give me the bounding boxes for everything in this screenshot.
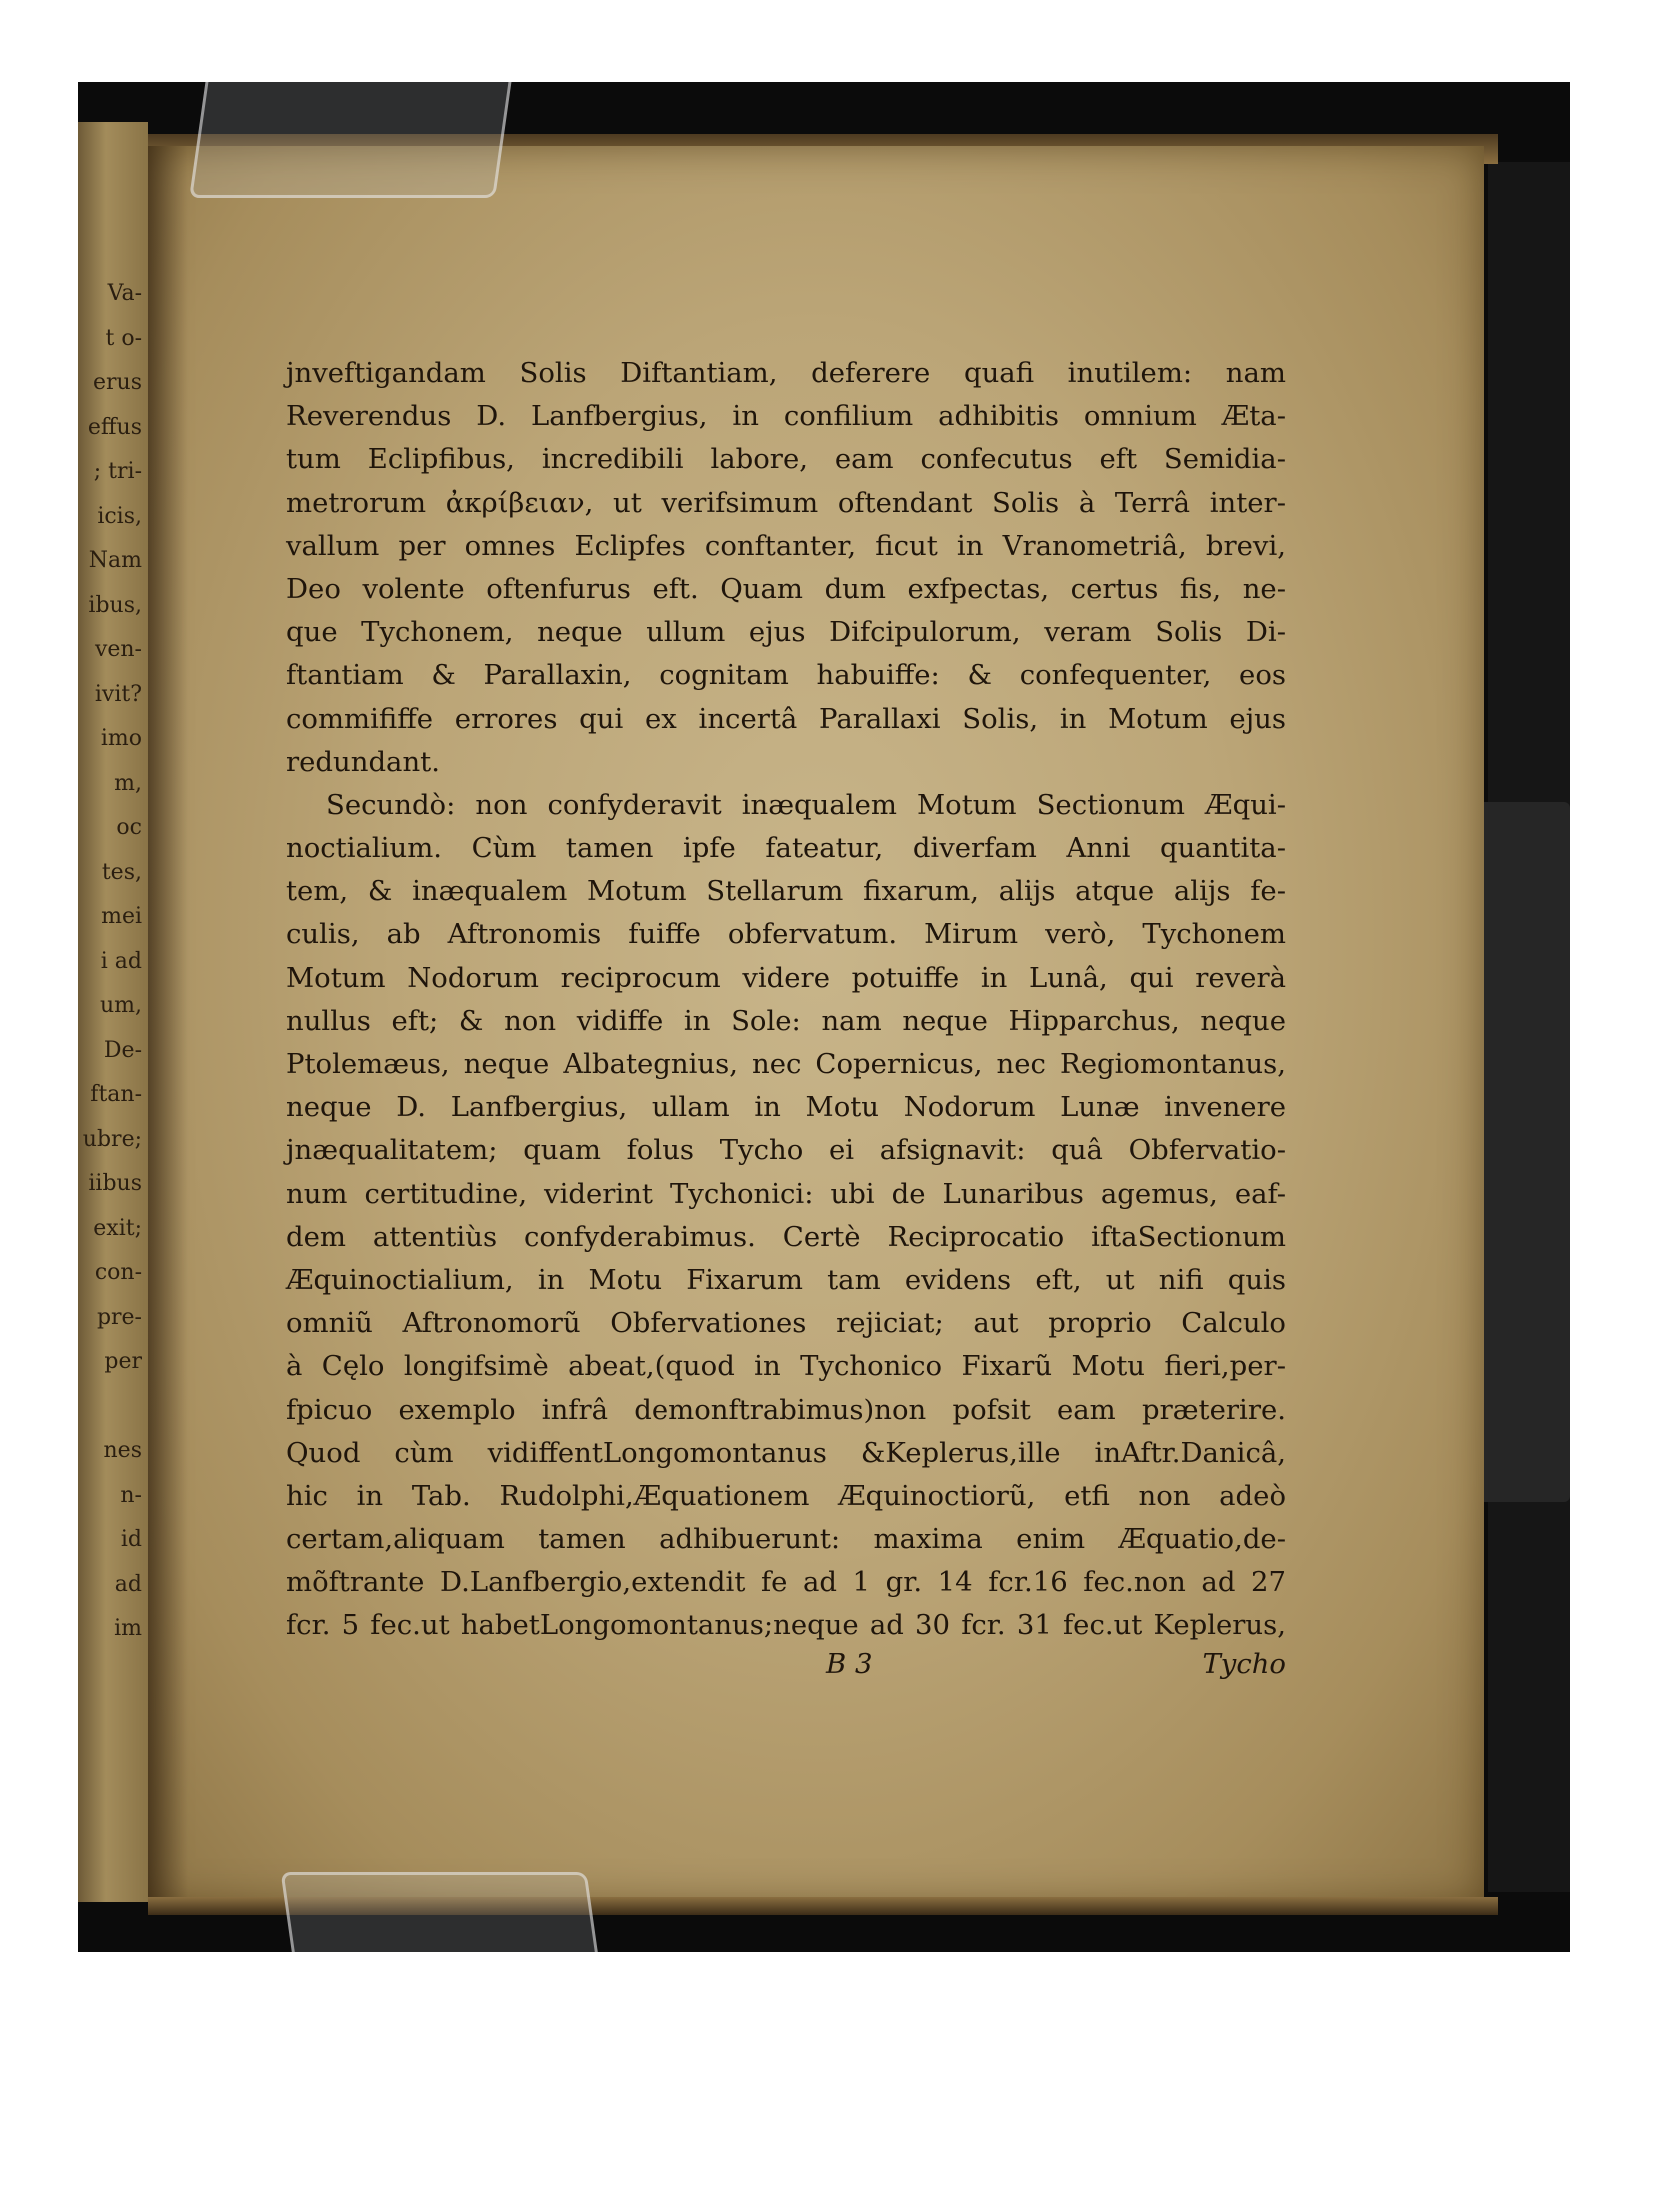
margin-fragment: De- (103, 1037, 142, 1063)
margin-fragment: ad (114, 1571, 142, 1597)
margin-fragment: n- (120, 1482, 142, 1508)
text-line: noctialium. Cùm tamen ipfe fateatur, diverfam Anni quantita- (286, 832, 1286, 865)
margin-fragment: nes (103, 1438, 142, 1463)
text-line: fcr. 5 fec.ut habetLongomontanus;neque ad 30 fcr. 31 fec.ut Keplerus, (286, 1609, 1286, 1642)
margin-fragment: iibus (88, 1171, 142, 1196)
text-line: hic in Tab. Rudolphi,Æquationem Æquinoctiorũ, etfi non adeò (286, 1479, 1286, 1512)
copyright-credit (122, 1950, 575, 2026)
text-line: metrorum ἀκρίβειαν, ut verifsimum oftendant Solis à Terrâ inter- (286, 486, 1286, 519)
text-line: Ptolemæus, neque Albategnius, nec Copernicus, nec Regiomontanus, (286, 1048, 1286, 1080)
margin-fragment (78, 1385, 142, 1430)
gutter-shadow (148, 146, 188, 1906)
margin-fragment: mei (101, 904, 142, 929)
margin-fragment: id (120, 1527, 142, 1552)
scan-image (78, 82, 1570, 1952)
text-line: mõftrante D.Lanfbergio,extendit fe ad 1 gr. 14 fcr.16 fec.non ad 27 (286, 1566, 1286, 1599)
text-line: Motum Nodorum reciprocum videre potuiffe in Lunâ, qui reverà (286, 961, 1286, 994)
text-line: à Cęlo longifsimè abeat,(quod in Tychonico Fixarũ Motu fieri,per- (286, 1350, 1286, 1383)
catchword: Tycho (1202, 1648, 1286, 1680)
margin-fragment: um, (99, 993, 142, 1018)
signature-mark: B 3 (826, 1648, 873, 1680)
text-line: redundant. (286, 745, 440, 778)
text-line: Quod cùm vidiffentLongomontanus &Keplerus,ille inAftr.Danicâ, (286, 1436, 1286, 1469)
credit-line: Images reproduced by courtesy of the Biblioteca Nazionale Centrale di (122, 1970, 575, 1986)
facing-page-margin-text (78, 272, 142, 1652)
credit-line: Early European Books, Copyright © 2011 ProQuest LLC. (122, 1951, 487, 1967)
page-clip-top (189, 82, 513, 198)
text-line: dem attentiùs confyderabimus. Certè Reciprocatio iftaSectionum (286, 1220, 1286, 1253)
margin-fragment: t o- (105, 325, 142, 351)
text-line: neque D. Lanfbergius, ullam in Motu Nodorum Lunæ invenere (286, 1091, 1286, 1124)
text-line: jnveftigandam Solis Diftantiam, deferere quafi inutilem: nam (286, 357, 1286, 389)
text-line: Æquinoctialium, in Motu Fixarum tam evidens eft, ut nifi quis (286, 1263, 1286, 1296)
margin-fragment: imo (100, 726, 142, 751)
text-line: Reverendus D. Lanfbergius, in confilium adhibitis omnium Æta- (286, 400, 1286, 433)
margin-fragment: exit; (93, 1215, 142, 1241)
text-line: culis, ab Aftronomis fuiffe obfervatum. Mirum verò, Tychonem (286, 918, 1286, 951)
margin-fragment: con- (94, 1260, 142, 1285)
margin-fragment: pre- (96, 1304, 142, 1330)
text-line: num certitudine, viderint Tychonici: ubi de Lunaribus agemus, eaf- (286, 1177, 1286, 1210)
margin-fragment: Va- (107, 281, 142, 306)
margin-fragment: i ad (100, 948, 142, 974)
margin-fragment: icis, (97, 503, 142, 529)
text-line: jnæqualitatem; quam folus Tycho ei afsignavit: quâ Obfervatio- (286, 1134, 1286, 1167)
page-clip-bottom (281, 1872, 602, 1952)
text-line: fpicuo exemplo infrâ demonftrabimus)non pofsit eam præterire. (286, 1393, 1286, 1426)
text-line: nullus eft; & non vidiffe in Sole: nam neque Hipparchus, neque (286, 1004, 1286, 1037)
margin-fragment: im (114, 1616, 142, 1641)
text-line: certam,aliquam tamen adhibuerunt: maxima enim Æquatio,de- (286, 1523, 1286, 1556)
margin-fragment: tes, (101, 859, 142, 885)
margin-fragment: ; tri- (93, 459, 142, 484)
page-footer (286, 1644, 1286, 1684)
text-line: tum Eclipfibus, incredibili labore, eam confecutus eft Semidia- (286, 443, 1286, 476)
credit-line: CFMAGL. 1.6.317 (122, 2008, 239, 2024)
margin-fragment: ibus, (88, 592, 142, 618)
text-line: ftantiam & Parallaxin, cognitam habuiffe: & confequenter, eos (286, 659, 1286, 692)
text-line: vallum per omnes Eclipfes conftanter, ficut in Vranometriâ, brevi, (286, 529, 1286, 562)
text-line: omniũ Aftronomorũ Obfervationes rejiciat; aut proprio Calculo (286, 1307, 1286, 1340)
margin-fragment: ubre; (82, 1126, 142, 1152)
margin-fragment: erus (93, 370, 142, 395)
margin-fragment: ven- (94, 637, 142, 662)
margin-fragment: ftan- (90, 1082, 142, 1107)
margin-fragment: ivit? (94, 681, 142, 707)
text-line: Deo volente oftenfurus eft. Quam dum exfpectas, certus fis, ne- (286, 572, 1286, 605)
page-body-text (286, 352, 1286, 1648)
margin-fragment: oc (116, 815, 142, 840)
margin-fragment: Nam (88, 548, 142, 573)
facing-page-edge (78, 122, 148, 1902)
margin-fragment: m, (114, 770, 142, 796)
text-line: tem, & inæqualem Motum Stellarum fixarum, alijs atque alijs fe- (286, 875, 1286, 908)
margin-fragment: effus (87, 414, 142, 440)
margin-fragment: per (104, 1349, 142, 1374)
text-line: commififfe errores qui ex incertâ Parallaxi Solis, in Motum ejus (286, 702, 1286, 735)
text-line: que Tychonem, neque ullum ejus Difcipulorum, veram Solis Di- (286, 616, 1286, 649)
text-line: Secundò: non confyderavit inæqualem Motum Sectionum Æqui- (326, 788, 1286, 821)
credit-line: Firenze. (122, 1989, 175, 2005)
